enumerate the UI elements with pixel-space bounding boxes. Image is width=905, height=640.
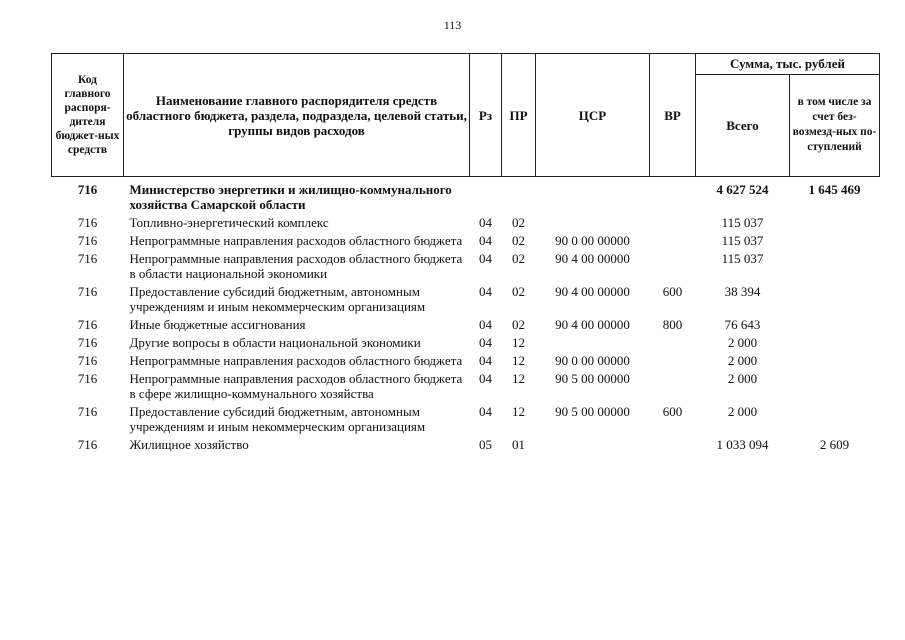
header-pr: ПР — [502, 54, 536, 177]
cell-vr — [650, 233, 696, 251]
cell-csr: 90 4 00 00000 — [555, 284, 630, 299]
header-csr: ЦСР — [536, 54, 650, 177]
cell-pr: 02 — [512, 284, 525, 299]
cell-grant — [790, 251, 880, 284]
cell-rz: 04 — [479, 371, 492, 386]
cell-pr: 12 — [512, 404, 525, 419]
cell-rz: 04 — [479, 284, 492, 299]
cell-grant — [790, 317, 880, 335]
cell-total: 1 033 094 — [716, 437, 769, 452]
table-row — [52, 284, 880, 317]
cell-vr — [650, 437, 696, 455]
cell-code: 716 — [77, 182, 98, 197]
cell-vr — [650, 251, 696, 284]
cell-csr: 90 5 00 00000 — [555, 371, 630, 386]
cell-csr: 90 4 00 00000 — [555, 317, 630, 332]
table-body — [52, 177, 880, 456]
header-code: Код главного распоря-дителя бюджет-ных средств — [52, 54, 124, 177]
cell-pr: 02 — [512, 215, 525, 230]
table-row — [52, 371, 880, 404]
cell-name: Непрограммные направления расходов областного бюджета в области национальной экономики — [129, 251, 463, 281]
cell-total: 115 037 — [721, 215, 764, 230]
cell-pr: 02 — [512, 251, 525, 266]
cell-grant — [790, 284, 880, 317]
cell-rz — [470, 177, 502, 216]
cell-csr — [536, 335, 650, 353]
cell-grant — [790, 215, 880, 233]
cell-pr: 12 — [512, 353, 525, 368]
cell-name: Министерство энергетики и жилищно-коммунального хозяйства Самарской области — [129, 182, 452, 212]
cell-vr — [650, 177, 696, 216]
cell-rz: 04 — [479, 335, 492, 350]
cell-vr: 600 — [662, 404, 683, 419]
cell-total: 115 037 — [721, 233, 764, 248]
cell-code: 716 — [77, 284, 98, 299]
table-row — [52, 317, 880, 335]
cell-vr: 800 — [662, 317, 683, 332]
header-sum: Сумма, тыс. рублей — [696, 54, 880, 75]
cell-vr — [650, 335, 696, 353]
cell-grant — [790, 353, 880, 371]
table-row — [52, 215, 880, 233]
cell-name: Топливно-энергетический комплекс — [129, 215, 329, 230]
cell-total: 2 000 — [727, 371, 758, 386]
cell-total: 2 000 — [727, 404, 758, 419]
header-name: Наименование главного распорядителя средств областного бюджета, раздела, подраздела, целевой статьи, группы видов расходов — [124, 54, 470, 177]
cell-csr: 90 4 00 00000 — [555, 251, 630, 266]
cell-total: 115 037 — [721, 251, 764, 266]
table-row — [52, 177, 880, 216]
cell-csr — [536, 177, 650, 216]
cell-name: Непрограммные направления расходов областного бюджета — [129, 233, 463, 248]
cell-code: 716 — [77, 437, 98, 452]
cell-code: 716 — [77, 335, 98, 350]
cell-name: Иные бюджетные ассигнования — [129, 317, 306, 332]
cell-code: 716 — [77, 371, 98, 386]
cell-vr — [650, 371, 696, 404]
page-number: 113 — [443, 18, 462, 32]
table-row — [52, 335, 880, 353]
cell-vr — [650, 353, 696, 371]
cell-csr: 90 0 00 00000 — [555, 233, 630, 248]
cell-name: Предоставление субсидий бюджетным, автономным учреждениям и иным некоммерческим организациям — [129, 404, 426, 434]
cell-csr — [536, 215, 650, 233]
header-grant: в том числе за счет без-возмезд-ных по-ступлений — [790, 74, 880, 177]
table-row — [52, 404, 880, 437]
cell-rz: 04 — [479, 404, 492, 419]
cell-grant — [790, 233, 880, 251]
cell-csr — [536, 437, 650, 455]
header-total: Всего — [696, 74, 790, 177]
cell-grant — [790, 404, 880, 437]
cell-rz: 04 — [479, 317, 492, 332]
cell-vr: 600 — [662, 284, 683, 299]
cell-rz: 04 — [479, 215, 492, 230]
cell-name: Непрограммные направления расходов областного бюджета в сфере жилищно-коммунального хозяйства — [129, 371, 463, 401]
header-rz: Рз — [470, 54, 502, 177]
cell-total: 38 394 — [724, 284, 761, 299]
cell-csr: 90 0 00 00000 — [555, 353, 630, 368]
cell-pr: 01 — [512, 437, 525, 452]
budget-table — [51, 53, 880, 455]
header-vr: ВР — [650, 54, 696, 177]
table-row — [52, 233, 880, 251]
cell-total: 2 000 — [727, 353, 758, 368]
cell-grant: 2 609 — [819, 437, 850, 452]
table-row — [52, 437, 880, 455]
cell-code: 716 — [77, 317, 98, 332]
table-row — [52, 251, 880, 284]
cell-rz: 04 — [479, 353, 492, 368]
cell-total: 4 627 524 — [716, 182, 769, 197]
cell-code: 716 — [77, 233, 98, 248]
cell-rz: 05 — [479, 437, 492, 452]
cell-rz: 04 — [479, 233, 492, 248]
cell-grant — [790, 335, 880, 353]
cell-pr: 02 — [512, 317, 525, 332]
cell-code: 716 — [77, 251, 98, 266]
cell-code: 716 — [77, 215, 98, 230]
cell-name: Жилищное хозяйство — [129, 437, 249, 452]
cell-vr — [650, 215, 696, 233]
cell-name: Предоставление субсидий бюджетным, автономным учреждениям и иным некоммерческим организациям — [129, 284, 426, 314]
cell-pr — [502, 177, 536, 216]
cell-name: Другие вопросы в области национальной экономики — [129, 335, 421, 350]
cell-pr: 02 — [512, 233, 525, 248]
cell-rz: 04 — [479, 251, 492, 266]
table-row — [52, 353, 880, 371]
cell-code: 716 — [77, 353, 98, 368]
cell-pr: 12 — [512, 335, 525, 350]
cell-total: 76 643 — [724, 317, 761, 332]
cell-total: 2 000 — [727, 335, 758, 350]
cell-csr: 90 5 00 00000 — [555, 404, 630, 419]
cell-name: Непрограммные направления расходов областного бюджета — [129, 353, 463, 368]
cell-code: 716 — [77, 404, 98, 419]
cell-grant — [790, 371, 880, 404]
cell-pr: 12 — [512, 371, 525, 386]
cell-grant: 1 645 469 — [808, 182, 861, 197]
